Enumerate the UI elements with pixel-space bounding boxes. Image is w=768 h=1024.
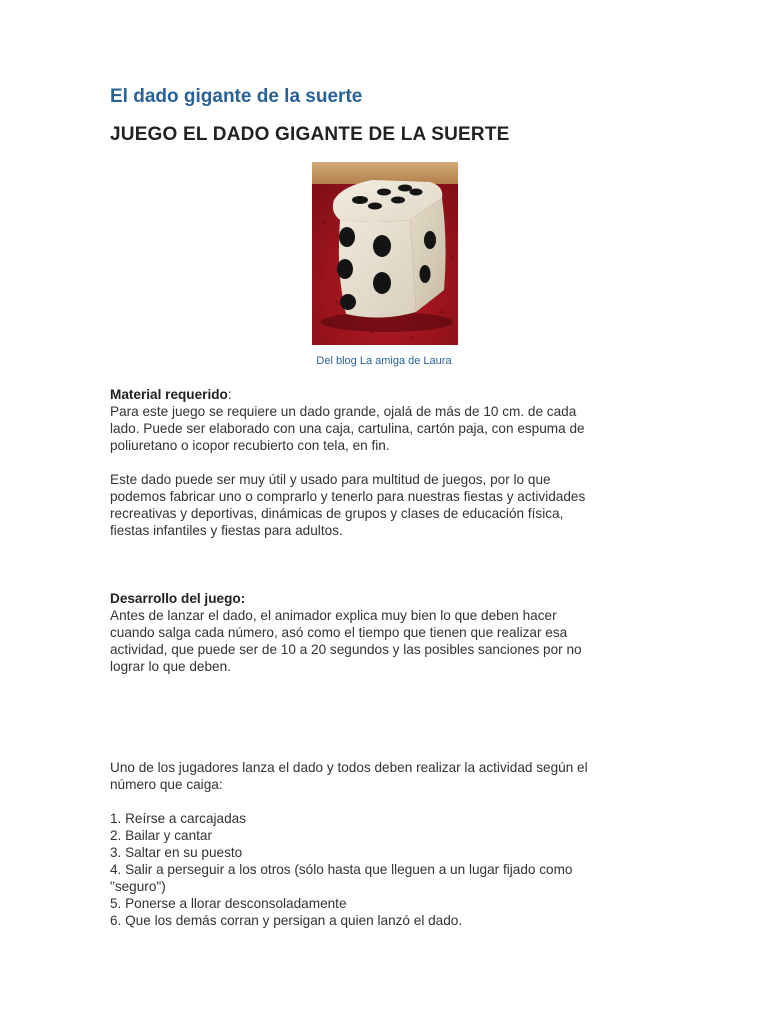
uso-line: podemos fabricar uno o comprarlo y tenerlo para nuestras fiestas y actividades — [110, 489, 586, 504]
desarrollo-line: lograr lo que deben. — [110, 659, 231, 674]
desarrollo-section — [110, 590, 670, 675]
desarrollo-heading: Desarrollo del juego: — [110, 591, 246, 606]
desarrollo-line: Antes de lanzar el dado, el animador explica muy bien lo que deben hacer — [110, 608, 557, 623]
reglas-list-item: 5. Ponerse a llorar desconsoladamente — [110, 896, 347, 911]
uso-paragraph — [110, 471, 670, 539]
material-colon: : — [227, 387, 232, 402]
blog-post — [110, 84, 670, 147]
desarrollo-line: cuando salga cada número, asó como el tiempo que tienen que realizar esa — [110, 625, 568, 640]
reglas-list-item: 1. Reírse a carcajadas — [110, 811, 247, 826]
post-title: JUEGO EL DADO GIGANTE DE LA SUERTE — [110, 124, 510, 145]
desarrollo-line: actividad, que puede ser de 10 a 20 segundos y las posibles sanciones por no — [110, 642, 582, 657]
reglas-list-item: 2. Bailar y cantar — [110, 828, 212, 843]
image-caption[interactable]: Del blog La amiga de Laura — [316, 355, 452, 367]
material-line: poliuretano o icopor recubierto con tela, en fin. — [110, 438, 390, 453]
reglas-list — [110, 810, 670, 929]
material-heading: Material requerido — [110, 387, 228, 402]
giant-felt-dice-photo[interactable] — [312, 162, 458, 345]
material-section — [110, 386, 670, 454]
post-body — [110, 386, 670, 929]
blog-title-link[interactable]: El dado gigante de la suerte — [110, 86, 363, 107]
material-line: lado. Puede ser elaborado con una caja, cartulina, cartón paja, con espuma de — [110, 421, 585, 436]
uso-line: recreativas y deportivas, dinámicas de grupos y clases de educación física, — [110, 506, 564, 521]
reglas-list-item: 6. Que los demás corran y persigan a quien lanzó el dado. — [110, 913, 463, 928]
reglas-list-item: "seguro") — [110, 879, 166, 894]
reglas-list-item: 4. Salir a perseguir a los otros (sólo hasta que lleguen a un lugar fijado como — [110, 862, 573, 877]
reglas-intro-line: Uno de los jugadores lanza el dado y todos deben realizar la actividad según el — [110, 760, 588, 775]
reglas-list-item: 3. Saltar en su puesto — [110, 845, 243, 860]
material-heading-line — [110, 386, 670, 403]
uso-line: Este dado puede ser muy útil y usado para multitud de juegos, por lo que — [110, 472, 551, 487]
material-line: Para este juego se requiere un dado grande, ojalá de más de 10 cm. de cada — [110, 404, 577, 419]
reglas-intro-line: número que caiga: — [110, 777, 223, 792]
uso-line: fiestas infantiles y fiestas para adultos. — [110, 523, 343, 538]
reglas-section — [110, 759, 670, 929]
